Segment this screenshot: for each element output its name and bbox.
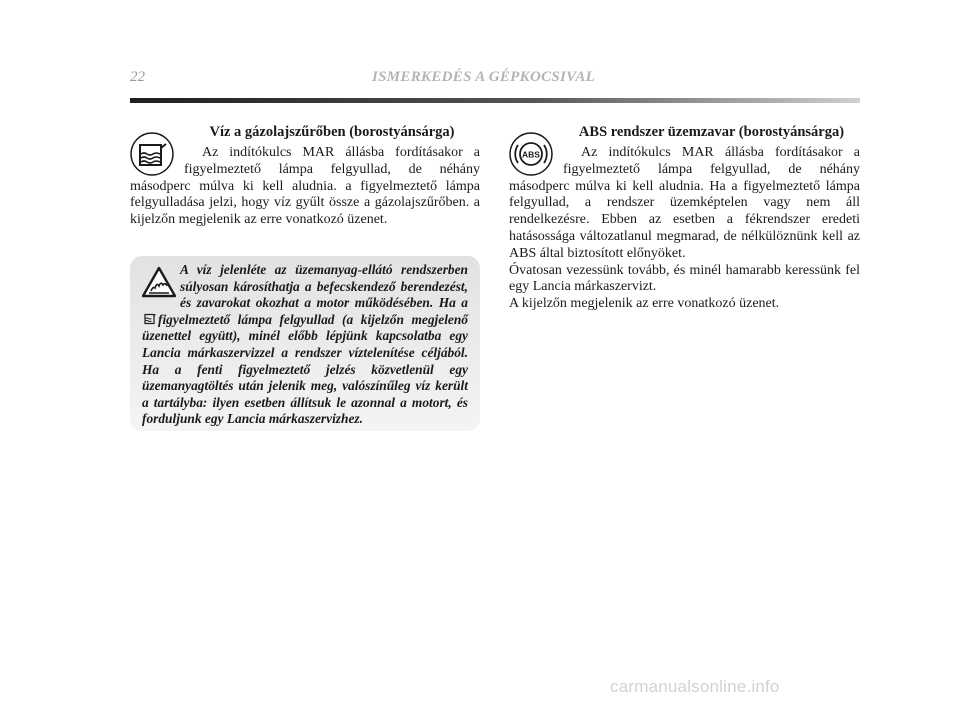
warning-note-text: A víz jelenléte az üzemanyag-ellátó rendszerben súlyosan károsíthatja a befecskendező berendezést, és zavarokat okozhat a motor működésében. Ha afigyelmeztető lámpa felgyullad (a kijelzőn megjelenő üzenettel együtt), minél előbb lépjünk kapcsolatba egy Lancia márkaszervizzel a rendszer víztelenítése céljából. Ha a fenti figyelmeztető jelzés közvetlenül egy üzemanyagtöltés után jelenik meg, valószínűleg víz került a tartályba: ilyen esetben állítsuk le azonnal a motort, és forduljunk egy Lancia márkaszervizhez. [142, 262, 468, 427]
water-in-fuel-filter-icon [130, 132, 174, 176]
water-in-fuel-body: Az indítókulcs MAR állásba fordításakor a figyelmeztető lámpa felgyullad, de néhány másodperc múlva ki kell aludnia. a figyelmeztető lámpa felgyulladása jelzi, hogy víz gyűlt össze a gázolajszűrőben. a kijelzőn megjelenik az erre vonatkozó üzenet. [130, 145, 480, 228]
section-header: ISMERKEDÉS A GÉPKOCSIVAL [372, 69, 596, 85]
water-in-fuel-title: Víz a gázolajszűrőben (borostyánsárga) [209, 124, 455, 140]
abs-fault-paragraph3: A kijelzőn megjelenik az erre vonatkozó üzenet. [509, 296, 780, 312]
abs-fault-section [509, 124, 860, 313]
watermark: carmanualsonline.info [610, 677, 780, 696]
abs-icon-label: ABS [522, 149, 540, 160]
abs-fault-paragraph2: Óvatosan vezessünk tovább, és minél hamarabb keressünk fel egy Lancia márkaszervizt. [509, 262, 860, 295]
page-number: 22 [130, 69, 145, 85]
warning-note-box [130, 256, 480, 431]
abs-fault-body: Az indítókulcs MAR állásba fordításakor a figyelmeztető lámpa felgyullad, de néhány másodperc múlva ki kell aludnia. Ha a figyelmeztető lámpa felgyullad, a rendszer üzemképtelen vagy nem áll rendelkezésre. Ebben az esetben a fékrendszer eredeti hatásossága változatlanul megmarad, de nélkülöznünk kell az ABS által biztosított előnyöket. [509, 145, 860, 261]
abs-fault-title: ABS rendszer üzemzavar (borostyánsárga) [578, 124, 845, 140]
water-in-fuel-filter-icon [144, 313, 156, 325]
header-rule [130, 98, 860, 103]
water-in-fuel-section [130, 124, 480, 229]
abs-icon [509, 132, 553, 176]
